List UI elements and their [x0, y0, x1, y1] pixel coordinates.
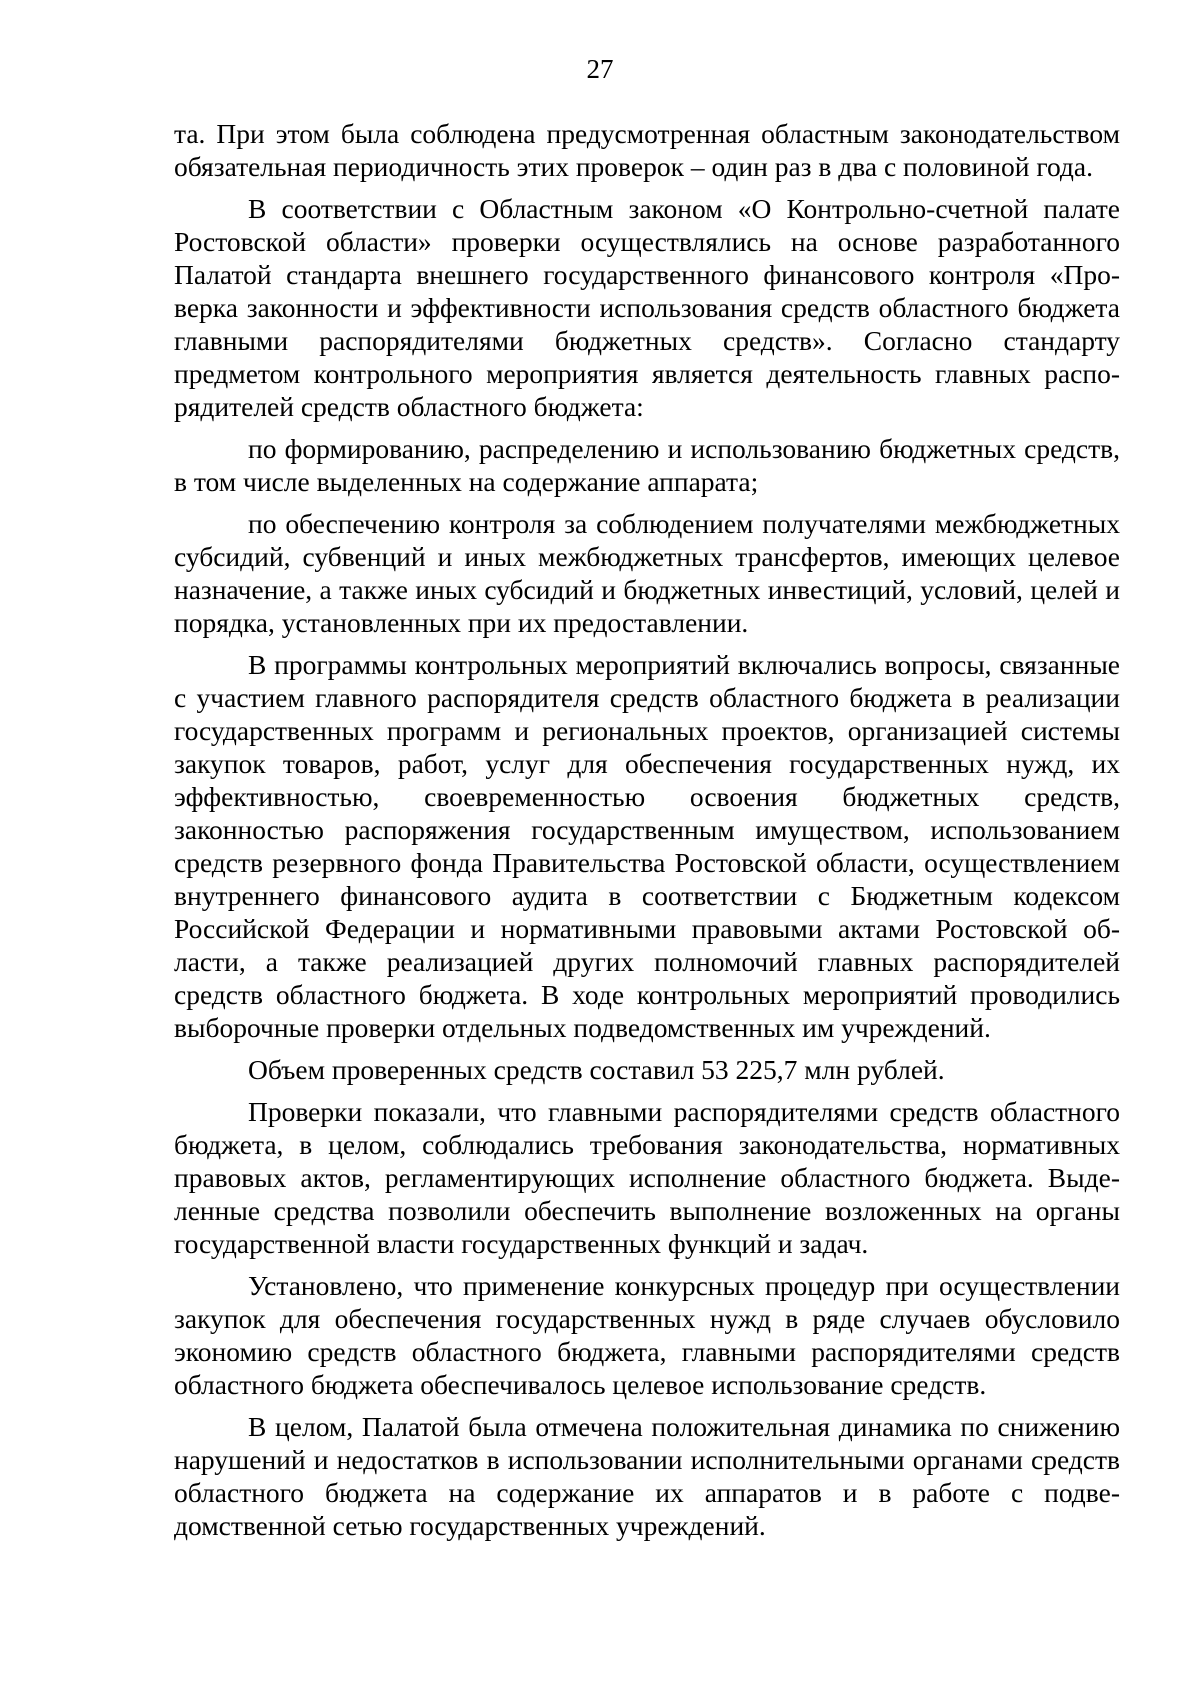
paragraph-procurement: Установлено, что применение конкурсных процедур при осуществлении закупок для обеспечения государственных нужд в ряде случаев обусловило экономию средств областного бюджета, главными распорядителями средств областного бюджета обеспечивалось целевое использование средств.	[174, 1270, 1120, 1400]
paragraph-conclusion: В целом, Палатой была отмечена положительная динамика по снижению нарушений и недостатков в использовании исполнительными органами средств областного бюджета на содержание их аппаратов и в работе с подведомственной сетью государственных учреждений.	[174, 1411, 1120, 1541]
page-number: 27	[586, 54, 614, 84]
paragraph-item-formation: по формированию, распределению и использованию бюджетных средств, в том числе выделенных на содержание аппарата;	[174, 433, 1120, 497]
paragraph-programs: В программы контрольных мероприятий включались вопросы, связанные с участием главного распорядителя средств областного бюджета в реализации государственных программ и региональных проектов, организацией системы закупок товаров, работ, услуг для обеспечения государственных нужд, их эффективностью, своевременностью освоения бюджетных средств, законностью распоряжения государственным имуществом, использованием средств резервного фонда Правительства Ростовской области, осуществлением внутреннего финансового аудита в соответствии с Бюджетным кодексом Российской Федерации и нормативными правовыми актами Ростовской области, а также реализацией других полномочий главных распорядителей средств областного бюджета. В ходе контрольных мероприятий проводились выборочные проверки отдельных подведомственных им учреждений.	[174, 649, 1120, 1043]
paragraph-item-control: по обеспечению контроля за соблюдением получателями межбюджетных субсидий, субвенций и иных межбюджетных трансфертов, имеющих целевое назначение, а также иных субсидий и бюджетных инвестиций, условий, целей и порядка, установленных при их предоставлении.	[174, 508, 1120, 638]
document-body	[174, 117, 1120, 1551]
paragraph-findings: Проверки показали, что главными распорядителями средств областного бюджета, в целом, соблюдались требования законодательства, нормативных правовых актов, регламентирующих исполнение областного бюджета. Выделенные средства позволили обеспечить выполнение возложенных на органы государственной власти государственных функций и задач.	[174, 1096, 1120, 1259]
paragraph-law-standard: В соответствии с Областным законом «О Контрольно-счетной палате Ростовской области» проверки осуществлялись на основе разработанного Палатой стандарта внешнего государственного финансового контроля «Проверка законности и эффективности использования средств областного бюджета главными распорядителями бюджетных средств». Согласно стандарту предметом контрольного мероприятия является деятельность главных распорядителей средств областного бюджета:	[174, 193, 1120, 422]
paragraph-continuation: та. При этом была соблюдена предусмотренная областным законодательством обязательная периодичность этих проверок – один раз в два с половиной года.	[174, 118, 1120, 182]
paragraph-volume: Объем проверенных средств составил 53 225,7 млн рублей.	[248, 1054, 945, 1085]
